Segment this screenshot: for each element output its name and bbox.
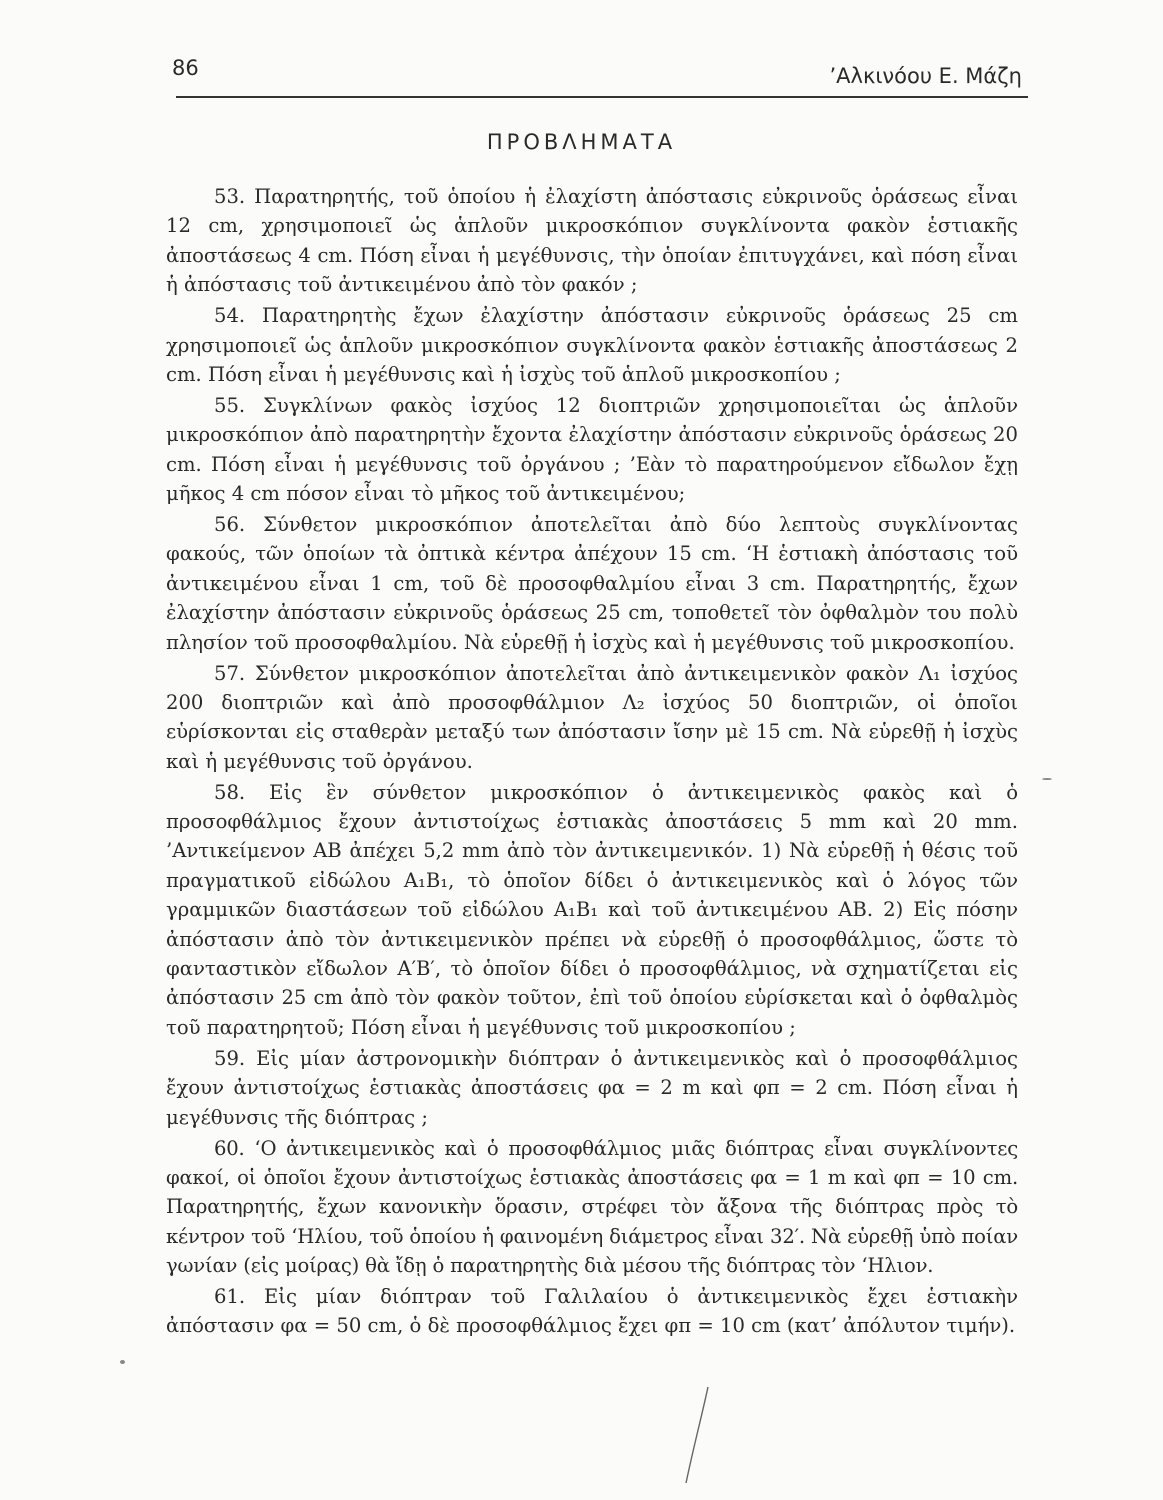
problem-54: 54. Παρατηρητὴς ἔχων ἐλαχίστην ἀπόστασιν εὐκρινοῦς ὁράσεως 25 cm χρησιμοποιεῖ ὡς ἁπλοῦν μικροσκόπιον συγκλίνοντα φακὸν ἑστιακῆς ἀποστάσεως 2 cm. Πόση εἶναι ἡ μεγέθυνσις καὶ ἡ ἰσχὺς τοῦ ἁπλοῦ μικροσκοπίου ;: [166, 304, 1018, 386]
problem-53: 53. Παρατηρητής, τοῦ ὁποίου ἡ ἐλαχίστη ἀπόστασις εὐκρινοῦς ὁράσεως εἶναι 12 cm, χρησιμοποιεῖ ὡς ἁπλοῦν μικροσκόπιον συγκλίνοντα φακὸν ἑστιακῆς ἀποστάσεως 4 cm. Πόση εἶναι ἡ μεγέθυνσις, τὴν ὁποίαν ἐπιτυγχάνει, καὶ πόση εἶναι ἡ ἀπόστασις τοῦ ἀντικειμένου ἀπὸ τὸν φακόν ;: [166, 185, 1018, 297]
problem-61: 61. Εἰς μίαν διόπτραν τοῦ Γαλιλαίου ὁ ἀντικειμενικὸς ἔχει ἑστιακὴν ἀπόστασιν φα = 50 cm, ὁ δὲ προσοφθάλμιος ἔχει φπ = 10 cm (κατ’ ἀπόλυτον τιμήν).: [166, 1285, 1018, 1338]
pencil-mark: [680, 1385, 720, 1485]
problem-56: 56. Σύνθετον μικροσκόπιον ἀποτελεῖται ἀπὸ δύο λεπτοὺς συγκλίνοντας φακούς, τῶν ὁποίων τὰ ὀπτικὰ κέντρα ἀπέχουν 15 cm. ‘Η ἑστιακὴ ἀπόστασις τοῦ ἀντικειμένου εἶναι 1 cm, τοῦ δὲ προσοφθαλμίου εἶναι 3 cm. Παρατηρητής, ἔχων ἐλαχίστην ἀπόστασιν εὐκρινοῦς ὁράσεως 25 cm, τοποθετεῖ τὸν ὀφθαλμὸν του πολὺ πλησίον τοῦ προσοφθαλμίου. Νὰ εὑρεθῇ ἡ ἰσχὺς καὶ ἡ μεγέθυνσις τοῦ μικροσκοπίου.: [166, 512, 1018, 654]
problem-60: 60. ‘Ο ἀντικειμενικὸς καὶ ὁ προσοφθάλμιος μιᾶς διόπτρας εἶναι συγκλίνοντες φακοί, οἱ ὁποῖοι ἔχουν ἀντιστοίχως ἑστιακὰς ἀποστάσεις φα = 1 m καὶ φπ = 10 cm. Παρατηρητής, ἔχων κανονικὴν ὅρασιν, στρέφει τὸν ἄξονα τῆς διόπτρας πρὸς τὸ κέντρον τοῦ ‘Ηλίου, τοῦ ὁποίου ἡ φαινομένη διάμετρος εἶναι 32′. Νὰ εὑρεθῇ ὑπὸ ποίαν γωνίαν (εἰς μοίρας) θὰ ἴδῃ ὁ παρατηρητὴς διὰ μέσου τῆς διόπτρας τὸν ‘Ηλιον.: [166, 1136, 1018, 1278]
problem-57: 57. Σύνθετον μικροσκόπιον ἀποτελεῖται ἀπὸ ἀντικειμενικὸν φακὸν Λ₁ ἰσχύος 200 διοπτριῶν καὶ ἀπὸ προσοφθάλμιον Λ₂ ἰσχύος 50 διοπτριῶν, οἱ ὁποῖοι εὑρίσκονται εἰς σταθερὰν μεταξύ των ἀπόστασιν ἴσην μὲ 15 cm. Νὰ εὑρεθῇ ἡ ἰσχὺς καὶ ἡ μεγέθυνσις τοῦ ὀργάνου.: [166, 661, 1018, 773]
problem-55: 55. Συγκλίνων φακὸς ἰσχύος 12 διοπτριῶν χρησιμοποιεῖται ὡς ἁπλοῦν μικροσκόπιον ἀπὸ παρατηρητὴν ἔχοντα ἐλαχίστην ἀπόστασιν εὐκρινοῦς ὁράσεως 20 cm. Πόση εἶναι ἡ μεγέθυνσις τοῦ ὀργάνου ; ’Εὰν τὸ παρατηρούμενον εἴδωλον ἔχῃ μῆκος 4 cm πόσον εἶναι τὸ μῆκος τοῦ ἀντικειμένου;: [166, 393, 1018, 506]
problem-list: [166, 182, 1018, 1342]
section-title: ΠΡΟΒΛΗΜΑΤΑ: [486, 130, 677, 154]
problem-59: 59. Εἰς μίαν ἀστρονομικὴν διόπτραν ὁ ἀντικειμενικὸς καὶ ὁ προσοφθάλμιος ἔχουν ἀντιστοίχως ἑστιακὰς ἀποστάσεις φα = 2 m καὶ φπ = 2 cm. Πόση εἶναι ἡ μεγέθυνσις τῆς διόπτρας ;: [166, 1046, 1018, 1129]
page-header: [172, 56, 1030, 96]
running-head: ’Αλκινόου Ε. Μάζη: [829, 64, 1022, 88]
paper-speck: [1042, 778, 1052, 780]
page-number: 86: [172, 56, 199, 80]
paper-speck: [120, 1360, 125, 1364]
problem-58: 58. Εἰς ἓν σύνθετον μικροσκόπιον ὁ ἀντικειμενικὸς φακὸς καὶ ὁ προσοφθάλμιος ἔχουν ἀντιστοίχως ἑστιακὰς ἀποστάσεις 5 mm καὶ 20 mm. ’Αντικείμενον ΑΒ ἀπέχει 5,2 mm ἀπὸ τὸν ἀντικειμενικόν. 1) Νὰ εὑρεθῇ ἡ θέσις τοῦ πραγματικοῦ εἰδώλου Α₁Β₁, τὸ ὁποῖον δίδει ὁ ἀντικειμενικὸς καὶ ὁ λόγος τῶν γραμμικῶν διαστάσεων τοῦ εἰδώλου Α₁Β₁ καὶ τοῦ ἀντικειμένου ΑΒ. 2) Εἰς πόσην ἀπόστασιν ἀπὸ τὸν ἀντικειμενικὸν πρέπει νὰ εὑρεθῇ ὁ προσοφθάλμιος, ὥστε τὸ φανταστικὸν εἴδωλον Α′Β′, τὸ ὁποῖον δίδει ὁ προσοφθάλμιος, νὰ σχηματίζεται εἰς ἀπόστασιν 25 cm ἀπὸ τὸν φακὸν τοῦτον, ἐπὶ τοῦ ὁποίου εὑρίσκεται καὶ ὁ ὀφθαλμὸς τοῦ παρατηρητοῦ; Πόση εἶναι ἡ μεγέθυνσις τοῦ μικροσκοπίου ;: [166, 780, 1018, 1039]
header-rule: [176, 96, 1028, 98]
